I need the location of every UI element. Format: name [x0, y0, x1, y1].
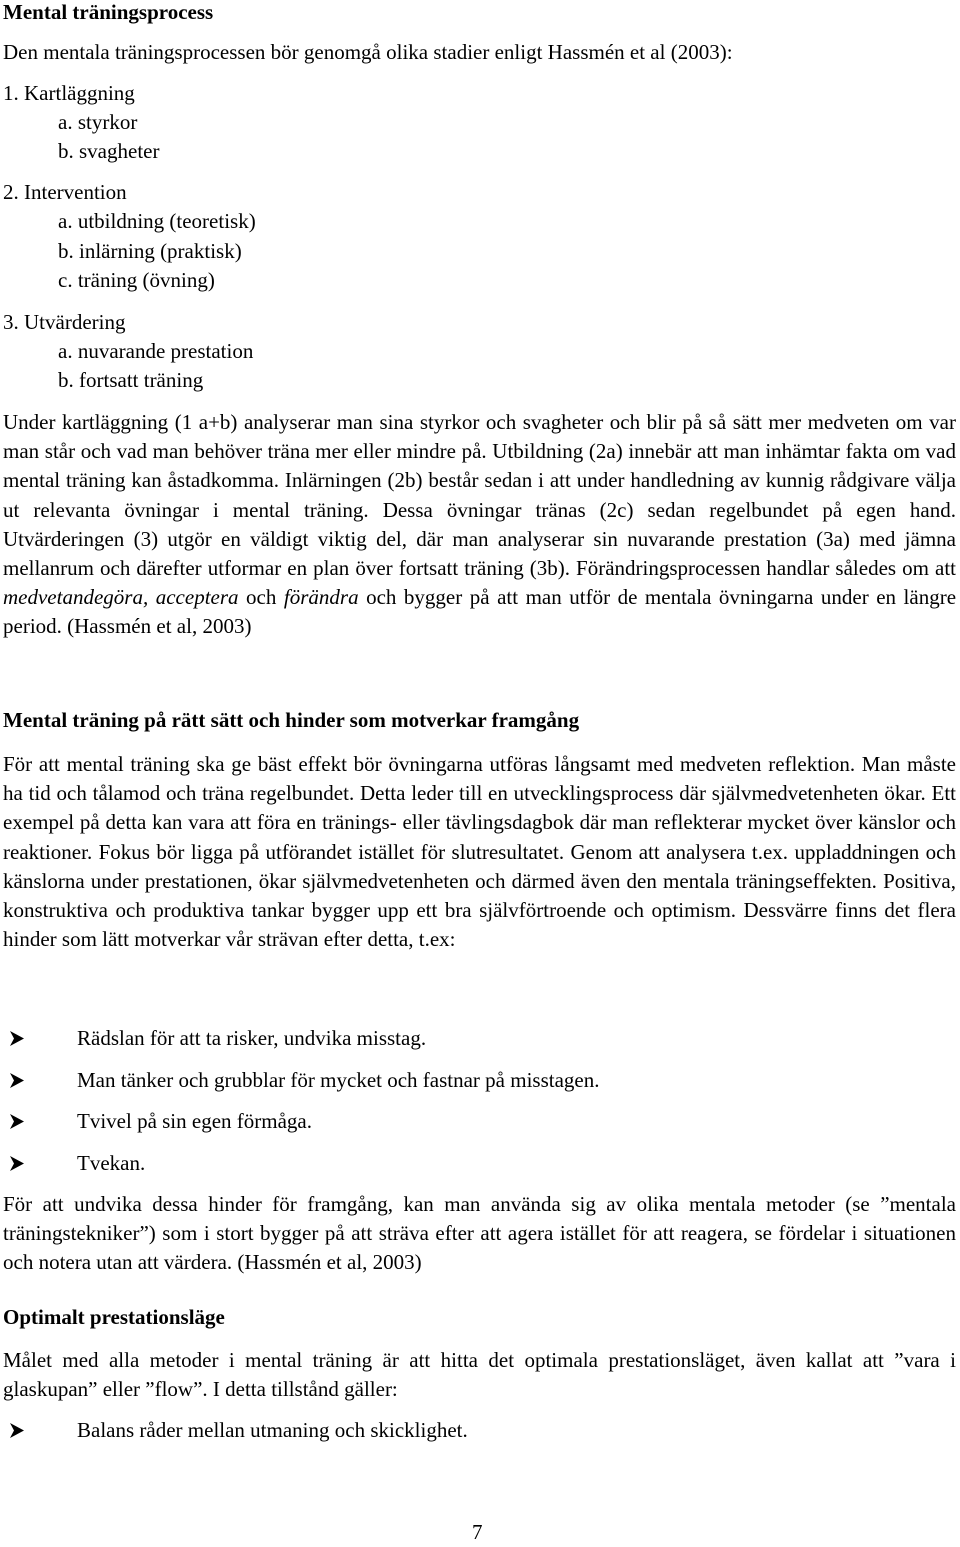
step-sub-item: a. utbildning (teoretisk)	[58, 209, 256, 233]
list-item-text: Tvekan.	[77, 1151, 146, 1175]
arrowhead-bullet-icon	[3, 1107, 77, 1136]
hinder-paragraph: För att mental träning ska ge bäst effekt bör övningarna utföras långsamt med medveten reflektion. Man måste ha tid och tålamod och träna regelbundet. Detta leder till en utvecklingsprocess där självmedvetenheten ökar. Ett exempel på detta kan vara att föra en tränings- eller tävlingsdagbok där man reflekterar mycket över känslor och reaktioner. Fokus bör ligga på utförandet istället för slutresultatet. Genom att analysera t.ex. uppladdningen och känslorna under prestationen, ökar självmedvetenheten och därmed även den mentala träningseffekten. Positiva, konstruktiva och produktiva tankar bygger upp ett bra självförtroende och optimism. Dessvärre finns det flera hinder som lätt motverkar vår strävan efter detta, t.ex:	[3, 752, 956, 952]
arrowhead-bullet-icon	[3, 1149, 77, 1178]
step-sub-item: b. fortsatt träning	[58, 368, 204, 392]
process-paragraph-text: Under kartläggning (1 a+b) analyserar man sina styrkor och svagheter och blir på så sätt mer medveten om var man står och vad man behöver träna mer eller mindre på. Utbildning (2a) innebär att man inhämtar fakta om vad mental träning kan åstadkomma. Inlärningen (2b) består sedan i att under handledning av kunnig rådgivare välja ut relevanta övningar i mental träning. Dessa övningar tränas (2c) sedan regelbundet på egen hand. Utvärderingen (3) utgör en väldigt viktig del, där man analyserar sin nuvarande prestation (3a) med jämna mellanrum och därefter utformar en plan över fortsatt träning (3b). Förändringsprocessen handlar således om att	[3, 410, 956, 581]
list-item-text: Man tänker och grubblar för mycket och fastnar på misstagen.	[77, 1068, 600, 1092]
list-item-text: Tvivel på sin egen förmåga.	[77, 1109, 312, 1133]
intro-text: Den mentala träningsprocessen bör genomgå olika stadier enligt Hassmén et al (2003):	[3, 40, 733, 64]
section-title-optimalt-prestationslage: Optimalt prestationsläge	[3, 1305, 225, 1329]
process-paragraph-end: och bygger på att man utför de mentala övningarna under en längre period. (Hassmén et al, 2003)	[3, 585, 957, 639]
list-item-text: Balans råder mellan utmaning och skicklighet.	[77, 1418, 468, 1442]
arrowhead-bullet-icon	[3, 1416, 77, 1445]
section-title-mental-traningsprocess: Mental träningsprocess	[3, 0, 214, 24]
step-label: 2. Intervention	[3, 180, 127, 204]
italic-term: förändra	[283, 585, 359, 610]
italic-term: medvetandegöra,	[3, 585, 149, 610]
arrowhead-bullet-icon	[3, 1024, 77, 1053]
methods-paragraph: För att undvika dessa hinder för framgång, kan man använda sig av olika mentala metoder (se ”mentala träningstekniker”) som i stort bygger på att sträva efter att agera istället för att reagera, se fördelar i situationen och notera utan att värdera. (Hassmén et al, 2003)	[3, 1192, 956, 1275]
page-number: 7	[472, 1520, 483, 1544]
step-sub-item: a. nuvarande prestation	[58, 339, 254, 363]
step-sub-item: b. svagheter	[58, 139, 160, 163]
italic-term: acceptera	[155, 585, 239, 610]
section-title-mental-traning-hinder: Mental träning på rätt sätt och hinder som motverkar framgång	[3, 708, 580, 732]
step-label: 1. Kartläggning	[3, 81, 135, 105]
step-sub-item: b. inlärning (praktisk)	[58, 239, 242, 263]
list-item-text: Rädslan för att ta risker, undvika misstag.	[77, 1026, 427, 1050]
list-item	[3, 1024, 426, 1053]
step-sub-item: c. träning (övning)	[58, 268, 215, 292]
step-sub-item: a. styrkor	[58, 110, 138, 134]
list-item	[3, 1416, 468, 1445]
process-paragraph	[3, 408, 956, 642]
step-label: 3. Utvärdering	[3, 310, 126, 334]
conjunction-text: och	[246, 585, 277, 610]
arrowhead-bullet-icon	[3, 1066, 77, 1095]
list-item	[3, 1107, 312, 1136]
list-item	[3, 1149, 145, 1178]
optimal-paragraph: Målet med alla metoder i mental träning är att hitta det optimala prestationsläget, även kallat att ”vara i glaskupan” eller ”flow”. I detta tillstånd gäller:	[3, 1348, 956, 1402]
list-item	[3, 1066, 600, 1095]
